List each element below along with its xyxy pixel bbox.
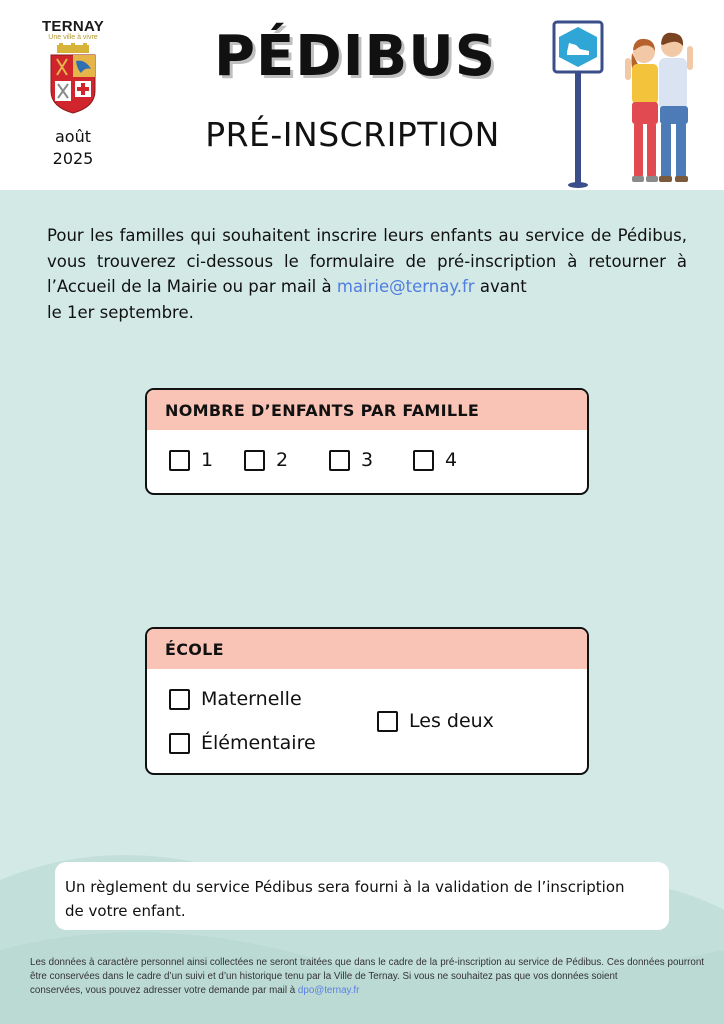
privacy-text: Les données à caractère personnel ainsi collectées ne seront traitées que dans le cadre de la pré-inscription au service de Pédibus. Ces données pourront être conservées dans le cadre d’un suivi et d’un historique tenu par la Ville de Ternay. Si vous ne souhaitez pas que vos données soient xyxy=(30,957,704,982)
school-option-les-deux[interactable] xyxy=(377,710,494,732)
checkbox-4[interactable] xyxy=(413,450,434,471)
ternay-logo xyxy=(38,18,108,115)
checkbox-maternelle[interactable] xyxy=(169,689,190,710)
privacy-last-line xyxy=(30,984,704,998)
children-option-3[interactable] xyxy=(329,449,373,471)
school-heading: ÉCOLE xyxy=(147,629,587,669)
privacy-text-last: conservées, vous pouvez adresser votre demande par mail à xyxy=(30,985,298,996)
intro-paragraph xyxy=(47,223,687,325)
privacy-footer xyxy=(30,956,704,998)
checkbox-2[interactable] xyxy=(244,450,265,471)
date-month: août xyxy=(54,127,91,146)
children-count-heading: NOMBRE D’ENFANTS PAR FAMILLE xyxy=(147,390,587,430)
children-option-4[interactable] xyxy=(413,449,457,471)
note-line-1: Un règlement du service Pédibus sera fourni à la validation de l’inscription xyxy=(65,878,625,896)
regulation-note xyxy=(55,862,669,930)
school-option-elementaire[interactable] xyxy=(169,732,316,754)
children-count-box xyxy=(145,388,589,495)
note-line-2: de votre enfant. xyxy=(65,902,186,920)
children-option-1[interactable] xyxy=(169,449,213,471)
children-option-4-label: 4 xyxy=(445,449,458,471)
school-option-maternelle-label: Maternelle xyxy=(201,688,302,710)
children-option-2[interactable] xyxy=(244,449,288,471)
intro-text-after: avant xyxy=(474,277,527,296)
school-option-les-deux-label: Les deux xyxy=(409,710,494,732)
checkbox-les-deux[interactable] xyxy=(377,711,398,732)
children-option-1-label: 1 xyxy=(201,449,214,471)
school-box xyxy=(145,627,589,775)
intro-deadline: le 1er septembre. xyxy=(47,302,194,322)
logo-name: TERNAY xyxy=(41,18,105,35)
children-option-3-label: 3 xyxy=(361,449,374,471)
children-option-2-label: 2 xyxy=(276,449,289,471)
page-title: PÉDIBUS xyxy=(213,24,497,89)
pedibus-illustration xyxy=(548,18,708,190)
school-option-maternelle[interactable] xyxy=(169,688,302,710)
checkbox-elementaire[interactable] xyxy=(169,733,190,754)
coat-of-arms-icon xyxy=(47,43,99,115)
date-year: 2025 xyxy=(52,149,94,168)
checkbox-3[interactable] xyxy=(329,450,350,471)
header xyxy=(0,0,724,190)
logo-tagline: Une ville à vivre xyxy=(48,34,98,41)
checkbox-1[interactable] xyxy=(169,450,190,471)
sign-pole xyxy=(575,72,581,184)
dpo-email-link[interactable]: dpo@ternay.fr xyxy=(297,985,360,996)
page-subtitle: PRÉ-INSCRIPTION xyxy=(205,115,500,154)
mairie-email-link[interactable]: mairie@ternay.fr xyxy=(336,277,475,296)
intro-text: Pour les familles qui souhaitent inscrire leurs enfants au service de Pédibus, vous trouverez ci-dessous le formulaire de pré-inscription à retourner à l’Accueil de la Mairie ou par mail à xyxy=(47,226,687,296)
school-option-elementaire-label: Élémentaire xyxy=(201,732,316,754)
